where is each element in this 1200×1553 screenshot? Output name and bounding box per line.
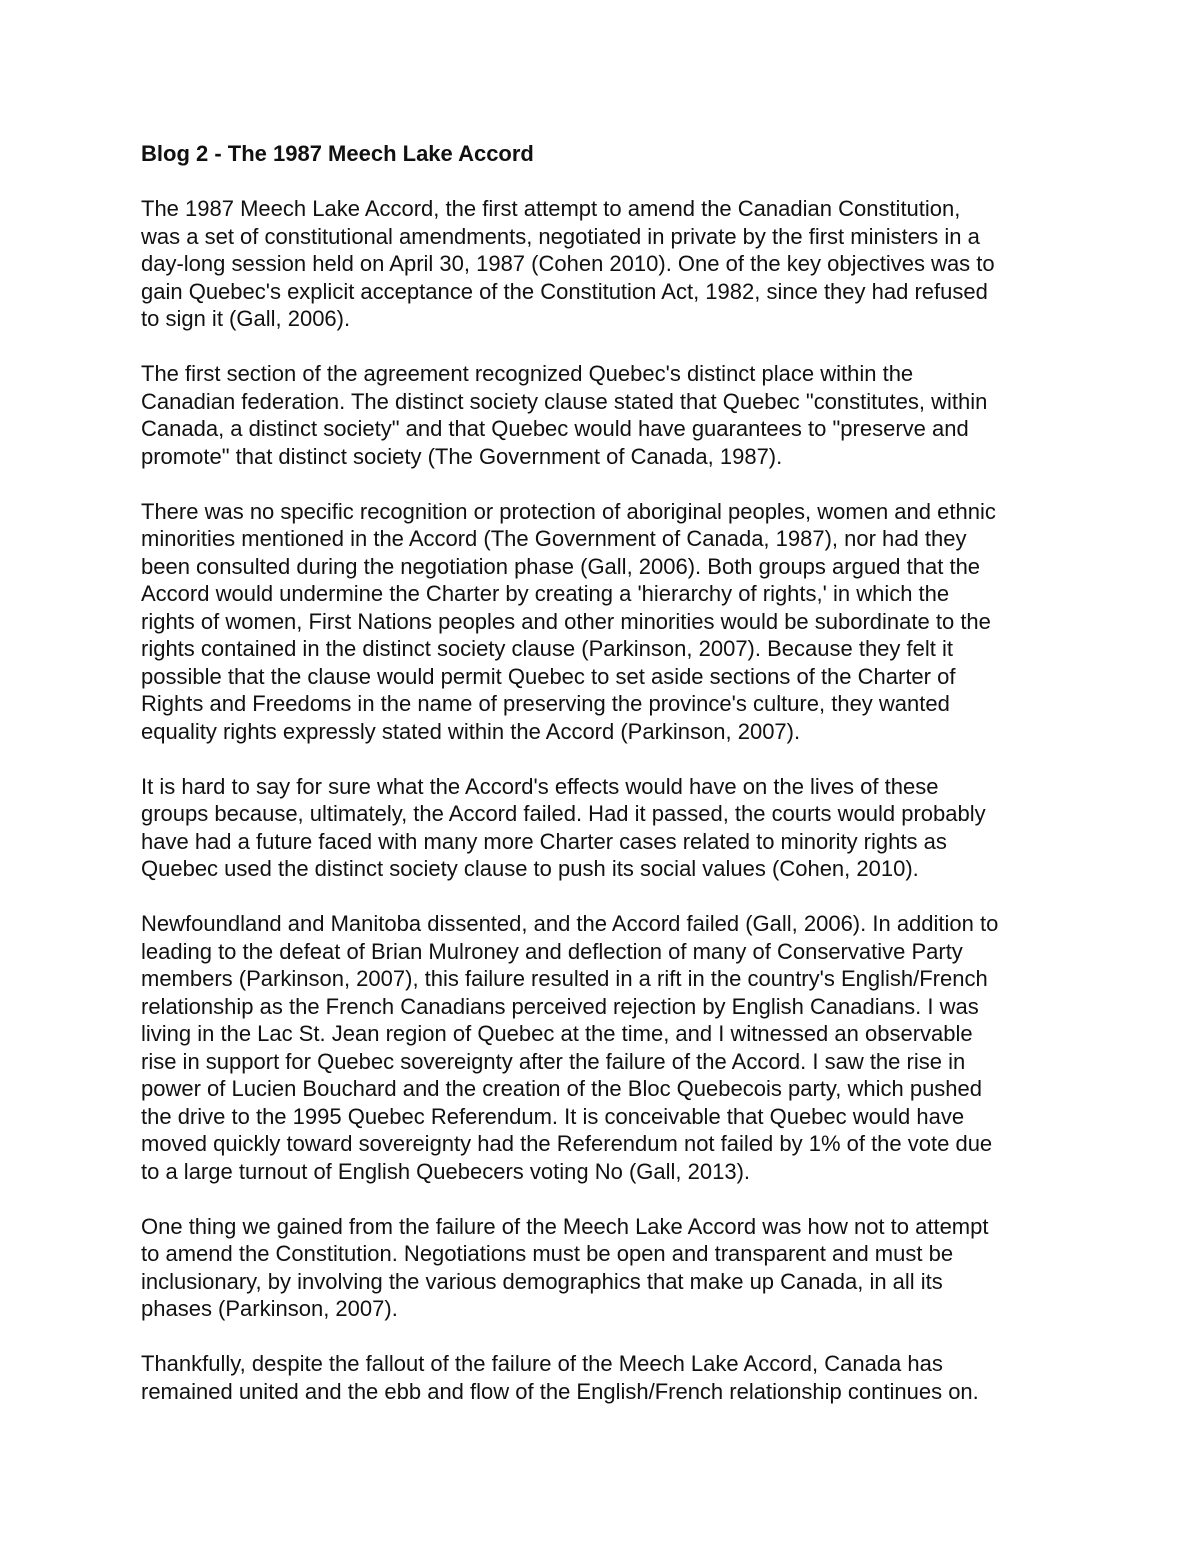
document-page <box>141 140 1066 1433</box>
paragraph <box>141 1350 1066 1405</box>
paragraph-line: have had a future faced with many more Charter cases related to minority rights as <box>141 828 947 854</box>
paragraph-line: rights of women, First Nations peoples and other minorities would be subordinate to the <box>141 608 991 634</box>
paragraph-line: Canadian federation. The distinct society clause stated that Quebec "constitutes, within <box>141 388 988 414</box>
paragraph-line: The first section of the agreement recognized Quebec's distinct place within the <box>141 361 914 386</box>
paragraph-line: to amend the Constitution. Negotiations must be open and transparent and must be <box>141 1241 954 1266</box>
document-body <box>141 195 1066 1405</box>
paragraph-line: day-long session held on April 30, 1987 (Cohen 2010). One of the key objectives was to <box>141 251 995 276</box>
paragraph <box>141 498 1066 746</box>
paragraph <box>141 1213 1066 1323</box>
paragraph-line: possible that the clause would permit Quebec to set aside sections of the Charter of <box>141 663 956 689</box>
paragraph <box>141 773 1066 883</box>
paragraph-line: was a set of constitutional amendments, negotiated in private by the first ministers in a <box>141 223 980 249</box>
paragraph-line: equality rights expressly stated within the Accord (Parkinson, 2007). <box>141 718 801 744</box>
paragraph-line: Canada, a distinct society" and that Quebec would have guarantees to "preserve and <box>141 416 969 441</box>
paragraph-line: There was no specific recognition or protection of aboriginal peoples, women and ethnic <box>141 498 996 524</box>
paragraph-line: power of Lucien Bouchard and the creation of the Bloc Quebecois party, which pushed <box>141 1076 983 1101</box>
paragraph <box>141 195 1066 333</box>
paragraph-line: Thankfully, despite the fallout of the failure of the Meech Lake Accord, Canada has <box>141 1351 943 1376</box>
paragraph-line: rise in support for Quebec sovereignty after the failure of the Accord. I saw the rise in <box>141 1048 966 1074</box>
paragraph-line: relationship as the French Canadians perceived rejection by English Canadians. I was <box>141 993 979 1019</box>
paragraph-line: groups because, ultimately, the Accord failed. Had it passed, the courts would probably <box>141 801 986 826</box>
paragraph-line: members (Parkinson, 2007), this failure resulted in a rift in the country's English/French <box>141 966 988 991</box>
paragraph-line: minorities mentioned in the Accord (The Government of Canada, 1987), nor had they <box>141 526 967 551</box>
paragraph-line: Quebec used the distinct society clause to push its social values (Cohen, 2010). <box>141 856 919 881</box>
paragraph <box>141 360 1066 470</box>
paragraph-line: The 1987 Meech Lake Accord, the first attempt to amend the Canadian Constitution, <box>141 196 961 221</box>
paragraph-line: living in the Lac St. Jean region of Quebec at the time, and I witnessed an observable <box>141 1021 973 1046</box>
paragraph-line: leading to the defeat of Brian Mulroney and deflection of many of Conservative Party <box>141 938 963 964</box>
paragraph-line: been consulted during the negotiation phase (Gall, 2006). Both groups argued that the <box>141 553 981 579</box>
paragraph <box>141 910 1066 1185</box>
paragraph-line: promote" that distinct society (The Government of Canada, 1987). <box>141 443 783 469</box>
paragraph-line: inclusionary, by involving the various demographics that make up Canada, in all its <box>141 1268 943 1294</box>
paragraph-line: It is hard to say for sure what the Accord's effects would have on the lives of these <box>141 773 939 799</box>
paragraph-line: gain Quebec's explicit acceptance of the Constitution Act, 1982, since they had refused <box>141 278 988 304</box>
paragraph-line: the drive to the 1995 Quebec Referendum. It is conceivable that Quebec would have <box>141 1103 965 1129</box>
paragraph-line: Rights and Freedoms in the name of preserving the province's culture, they wanted <box>141 691 950 716</box>
paragraph-line: Newfoundland and Manitoba dissented, and the Accord failed (Gall, 2006). In addition to <box>141 911 999 936</box>
paragraph-line: One thing we gained from the failure of the Meech Lake Accord was how not to attempt <box>141 1213 989 1239</box>
paragraph-line: phases (Parkinson, 2007). <box>141 1296 398 1321</box>
paragraph-line: moved quickly toward sovereignty had the Referendum not failed by 1% of the vote due <box>141 1131 993 1156</box>
paragraph-line: rights contained in the distinct society clause (Parkinson, 2007). Because they felt it <box>141 636 953 661</box>
paragraph-line: remained united and the ebb and flow of the English/French relationship continues on. <box>141 1378 979 1404</box>
document-title: Blog 2 - The 1987 Meech Lake Accord <box>141 141 534 166</box>
paragraph-line: to a large turnout of English Quebecers voting No (Gall, 2013). <box>141 1158 751 1184</box>
paragraph-line: Accord would undermine the Charter by creating a 'hierarchy of rights,' in which the <box>141 581 950 606</box>
paragraph-line: to sign it (Gall, 2006). <box>141 306 351 331</box>
